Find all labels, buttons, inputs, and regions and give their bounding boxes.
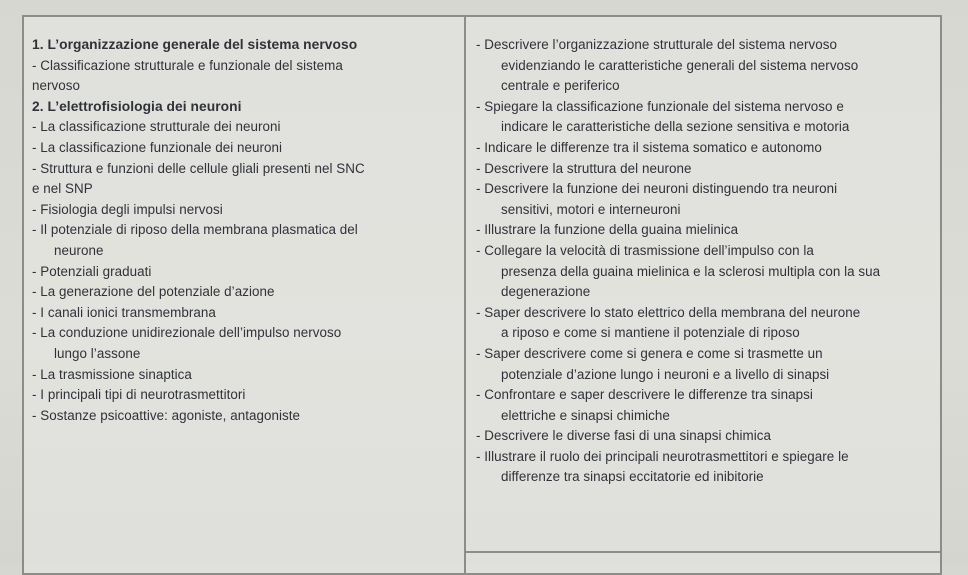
objective-item-continuation: elettriche e sinapsi chimiche <box>501 407 670 423</box>
section-heading-2: 2. L’elettrofisiologia dei neuroni <box>32 98 242 114</box>
objective-item: - Descrivere l’organizzazione strutturale del sistema nervoso <box>476 37 838 52</box>
content-item: - Fisiologia degli impulsi nervosi <box>32 201 223 217</box>
objective-item: - Collegare la velocità di trasmissione dell’impulso con la <box>476 242 814 258</box>
content-item: - Potenziali graduati <box>32 263 152 279</box>
content-item-continuation: lungo l’assone <box>54 345 141 361</box>
objective-item-continuation: sensitivi, motori e interneuroni <box>501 201 681 217</box>
objective-item: - Saper descrivere come si genera e come si trasmette un <box>476 345 823 361</box>
content-item: - I principali tipi di neurotrasmettitori <box>32 387 246 403</box>
syllabus-table <box>22 15 942 575</box>
content-item-continuation: e nel SNP <box>32 181 93 197</box>
section-heading-1: 1. L’organizzazione generale del sistema nervoso <box>32 37 358 52</box>
content-item: - La conduzione unidirezionale dell’impulso nervoso <box>32 325 342 341</box>
column-divider <box>464 17 466 573</box>
objective-item: - Confrontare e saper descrivere le differenze tra sinapsi <box>476 387 813 403</box>
content-item: - Classificazione strutturale e funzionale del sistema <box>32 57 343 73</box>
objective-item: - Saper descrivere lo stato elettrico della membrana del neurone <box>476 304 861 320</box>
objective-item-continuation: presenza della guaina mielinica e la sclerosi multipla con la sua <box>501 263 881 279</box>
objective-item-continuation: potenziale d’azione lungo i neuroni e a livello di sinapsi <box>501 366 830 382</box>
objective-item-continuation: indicare le caratteristiche della sezione sensitiva e motoria <box>501 119 850 135</box>
row-divider <box>464 551 940 553</box>
content-item: - La classificazione funzionale dei neuroni <box>32 139 283 155</box>
contents-column <box>32 35 460 426</box>
objective-item-continuation: degenerazione <box>501 284 591 300</box>
content-item-continuation: nervoso <box>32 78 80 94</box>
objective-item: - Indicare le differenze tra il sistema somatico e autonomo <box>476 139 822 155</box>
content-item: - La generazione del potenziale d’azione <box>32 284 275 300</box>
objective-item: - Illustrare il ruolo dei principali neurotrasmettitori e spiegare le <box>476 448 849 464</box>
objective-item-continuation: a riposo e come si mantiene il potenziale di riposo <box>501 325 800 341</box>
objective-item: - Spiegare la classificazione funzionale del sistema nervoso e <box>476 98 844 114</box>
objective-item-continuation: evidenziando le caratteristiche generali del sistema nervoso <box>501 57 859 73</box>
content-item: - Sostanze psicoattive: agoniste, antagoniste <box>32 407 300 423</box>
objective-item-continuation: differenze tra sinapsi eccitatorie ed inibitorie <box>501 469 764 485</box>
content-item: - La classificazione strutturale dei neuroni <box>32 119 281 135</box>
content-item-continuation: neurone <box>54 242 104 258</box>
objective-item-continuation: centrale e periferico <box>501 78 620 94</box>
content-item: - I canali ionici transmembrana <box>32 304 216 320</box>
objective-item: - Descrivere la struttura del neurone <box>476 160 692 176</box>
objective-item: - Descrivere le diverse fasi di una sinapsi chimica <box>476 428 772 444</box>
content-item: - Il potenziale di riposo della membrana plasmatica del <box>32 222 358 238</box>
objective-item: - Descrivere la funzione dei neuroni distinguendo tra neuroni <box>476 181 838 197</box>
objective-item: - Illustrare la funzione della guaina mielinica <box>476 222 739 238</box>
objectives-column <box>476 35 938 488</box>
content-item: - Struttura e funzioni delle cellule gliali presenti nel SNC <box>32 160 365 176</box>
content-item: - La trasmissione sinaptica <box>32 366 192 382</box>
